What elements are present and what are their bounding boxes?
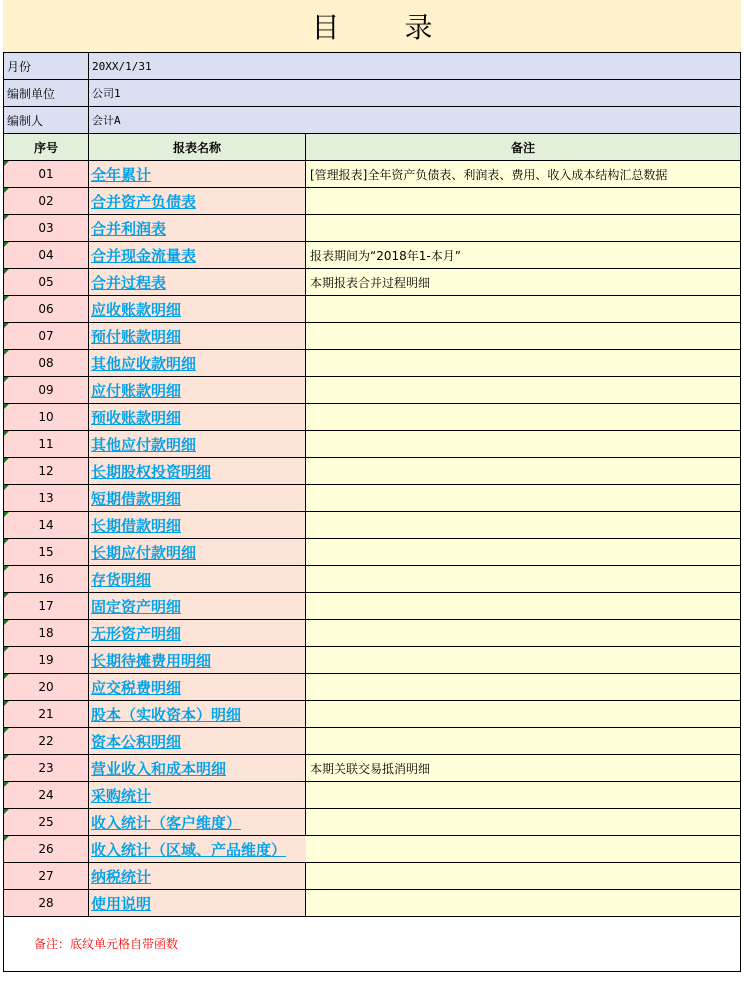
header-seq: 序号 bbox=[4, 134, 89, 160]
table-row bbox=[3, 836, 741, 863]
row-name-cell bbox=[89, 647, 306, 673]
report-link[interactable]: 合并现金流量表 bbox=[91, 246, 197, 265]
row-seq bbox=[4, 647, 89, 673]
row-name-cell bbox=[89, 215, 306, 241]
row-seq bbox=[4, 161, 89, 187]
row-seq bbox=[4, 296, 89, 322]
seq-text: 09 bbox=[38, 383, 54, 397]
row-name-cell bbox=[89, 458, 306, 484]
seq-text: 15 bbox=[38, 545, 54, 559]
table-row bbox=[3, 242, 741, 269]
formula-marker-icon bbox=[4, 269, 9, 274]
row-seq bbox=[4, 377, 89, 403]
report-link[interactable]: 合并资产负债表 bbox=[91, 192, 197, 211]
seq-text: 26 bbox=[38, 842, 54, 856]
formula-marker-icon bbox=[4, 377, 9, 382]
seq-text: 25 bbox=[38, 815, 54, 829]
table-row bbox=[3, 161, 741, 188]
formula-marker-icon bbox=[4, 188, 9, 193]
report-link[interactable]: 预收账款明细 bbox=[91, 408, 182, 427]
table-row bbox=[3, 890, 741, 917]
row-name-cell bbox=[89, 566, 306, 592]
formula-marker-icon bbox=[4, 539, 9, 544]
report-link[interactable]: 应交税费明细 bbox=[91, 678, 182, 697]
row-name-cell bbox=[89, 323, 306, 349]
seq-text: 27 bbox=[38, 869, 54, 883]
page-title: 目 录 bbox=[3, 0, 741, 53]
row-seq bbox=[4, 674, 89, 700]
row-note: 本期报表合并过程明细 bbox=[306, 269, 740, 295]
row-seq bbox=[4, 323, 89, 349]
report-link[interactable]: 固定资产明细 bbox=[91, 597, 182, 616]
row-note bbox=[306, 620, 740, 646]
info-row bbox=[3, 80, 741, 107]
row-seq bbox=[4, 566, 89, 592]
formula-marker-icon bbox=[4, 701, 9, 706]
seq-text: 11 bbox=[38, 437, 54, 451]
row-note bbox=[306, 647, 740, 673]
row-name-cell bbox=[89, 269, 306, 295]
row-note bbox=[306, 782, 740, 808]
row-name-cell bbox=[89, 431, 306, 457]
info-value[interactable]: 20XX/1/31 bbox=[92, 59, 152, 73]
info-row bbox=[3, 53, 741, 80]
table-row bbox=[3, 863, 741, 890]
row-name-cell bbox=[89, 836, 306, 862]
row-note bbox=[306, 350, 740, 376]
formula-marker-icon bbox=[4, 512, 9, 517]
seq-text: 17 bbox=[38, 599, 54, 613]
report-link[interactable]: 使用说明 bbox=[91, 894, 152, 913]
formula-marker-icon bbox=[4, 782, 9, 787]
row-note: 本期关联交易抵消明细 bbox=[306, 755, 740, 781]
info-value[interactable]: 会计A bbox=[92, 114, 121, 127]
row-seq bbox=[4, 485, 89, 511]
seq-text: 18 bbox=[38, 626, 54, 640]
seq-text: 05 bbox=[38, 275, 54, 289]
row-name-cell bbox=[89, 377, 306, 403]
catalog-sheet bbox=[3, 0, 741, 972]
row-note bbox=[306, 377, 740, 403]
seq-text: 19 bbox=[38, 653, 54, 667]
row-seq bbox=[4, 188, 89, 214]
row-note bbox=[306, 836, 740, 862]
row-seq bbox=[4, 512, 89, 538]
table-row bbox=[3, 755, 741, 782]
seq-text: 10 bbox=[38, 410, 54, 424]
header-note: 备注 bbox=[510, 140, 535, 155]
seq-text: 13 bbox=[38, 491, 54, 505]
row-seq bbox=[4, 890, 89, 916]
row-note bbox=[306, 701, 740, 727]
seq-text: 14 bbox=[38, 518, 54, 532]
seq-text: 07 bbox=[38, 329, 54, 343]
row-name-cell bbox=[89, 350, 306, 376]
formula-marker-icon bbox=[4, 836, 9, 841]
row-name-cell bbox=[89, 890, 306, 916]
row-name-cell bbox=[89, 188, 306, 214]
info-label: 月份 bbox=[4, 53, 89, 79]
row-note bbox=[306, 512, 740, 538]
row-note bbox=[306, 431, 740, 457]
seq-text: 28 bbox=[38, 896, 54, 910]
report-link[interactable]: 其他应付款明细 bbox=[91, 435, 197, 454]
table-row bbox=[3, 404, 741, 431]
report-link[interactable]: 合并利润表 bbox=[91, 219, 167, 238]
row-note bbox=[306, 296, 740, 322]
row-note bbox=[306, 458, 740, 484]
row-seq bbox=[4, 782, 89, 808]
row-seq bbox=[4, 539, 89, 565]
row-note bbox=[306, 404, 740, 430]
formula-marker-icon bbox=[4, 161, 9, 166]
footer-note: 备注：底纹单元格自带函数 bbox=[3, 917, 741, 972]
report-link[interactable]: 长期应付款明细 bbox=[91, 543, 197, 562]
report-link[interactable]: 长期待摊费用明细 bbox=[91, 651, 212, 670]
table-row bbox=[3, 593, 741, 620]
row-note bbox=[306, 566, 740, 592]
seq-text: 03 bbox=[38, 221, 54, 235]
report-link[interactable]: 存货明细 bbox=[91, 570, 152, 589]
row-note bbox=[306, 485, 740, 511]
row-name-cell bbox=[89, 701, 306, 727]
formula-marker-icon bbox=[4, 566, 9, 571]
report-link[interactable]: 营业收入和成本明细 bbox=[91, 759, 227, 778]
row-name-cell bbox=[89, 674, 306, 700]
row-note bbox=[306, 215, 740, 241]
table-row bbox=[3, 809, 741, 836]
row-name-cell bbox=[89, 782, 306, 808]
seq-text: 22 bbox=[38, 734, 54, 748]
row-name-cell bbox=[89, 728, 306, 754]
seq-text: 08 bbox=[38, 356, 54, 370]
seq-text: 12 bbox=[38, 464, 54, 478]
row-name-cell bbox=[89, 593, 306, 619]
row-name-cell bbox=[89, 485, 306, 511]
report-link[interactable]: 采购统计 bbox=[91, 786, 152, 805]
report-link[interactable]: 合并过程表 bbox=[91, 273, 167, 292]
formula-marker-icon bbox=[4, 350, 9, 355]
table-row bbox=[3, 620, 741, 647]
seq-text: 02 bbox=[38, 194, 54, 208]
row-seq bbox=[4, 755, 89, 781]
seq-text: 16 bbox=[38, 572, 54, 586]
row-seq bbox=[4, 809, 89, 835]
info-label: 编制单位 bbox=[4, 80, 89, 106]
formula-marker-icon bbox=[4, 242, 9, 247]
row-seq bbox=[4, 269, 89, 295]
report-link[interactable]: 应收账款明细 bbox=[91, 300, 182, 319]
table-row bbox=[3, 350, 741, 377]
row-name-cell bbox=[89, 161, 306, 187]
row-name-cell bbox=[89, 863, 306, 889]
row-name-cell bbox=[89, 539, 306, 565]
table-row bbox=[3, 269, 741, 296]
row-name-cell bbox=[89, 755, 306, 781]
row-seq bbox=[4, 431, 89, 457]
seq-text: 01 bbox=[38, 167, 54, 181]
header-name: 报表名称 bbox=[89, 134, 306, 160]
seq-text: 04 bbox=[38, 248, 54, 262]
report-link[interactable]: 收入统计（区域、产品维度） bbox=[91, 840, 287, 859]
row-seq bbox=[4, 863, 89, 889]
row-seq bbox=[4, 350, 89, 376]
formula-marker-icon bbox=[4, 755, 9, 760]
table-row bbox=[3, 458, 741, 485]
row-note bbox=[306, 863, 740, 889]
row-note bbox=[306, 593, 740, 619]
table-row bbox=[3, 728, 741, 755]
table-row bbox=[3, 701, 741, 728]
report-link[interactable]: 长期股权投资明细 bbox=[91, 462, 212, 481]
seq-text: 20 bbox=[38, 680, 54, 694]
row-note bbox=[306, 188, 740, 214]
row-note bbox=[306, 539, 740, 565]
report-link[interactable]: 应付账款明细 bbox=[91, 381, 182, 400]
report-link[interactable]: 全年累计 bbox=[91, 165, 152, 184]
row-seq bbox=[4, 404, 89, 430]
row-seq bbox=[4, 215, 89, 241]
formula-marker-icon bbox=[4, 215, 9, 220]
row-name-cell bbox=[89, 242, 306, 268]
report-link[interactable]: 其他应收款明细 bbox=[91, 354, 197, 373]
table-row bbox=[3, 377, 741, 404]
table-row bbox=[3, 431, 741, 458]
formula-marker-icon bbox=[4, 674, 9, 679]
row-seq bbox=[4, 701, 89, 727]
row-note: [管理报表]全年资产负债表、利润表、费用、收入成本结构汇总数据 bbox=[306, 161, 740, 187]
row-seq bbox=[4, 458, 89, 484]
table-row bbox=[3, 782, 741, 809]
row-note bbox=[306, 890, 740, 916]
row-note: 报表期间为“2018年1-本月” bbox=[306, 242, 740, 268]
table-row bbox=[3, 539, 741, 566]
formula-marker-icon bbox=[4, 647, 9, 652]
report-link[interactable]: 无形资产明细 bbox=[91, 624, 182, 643]
formula-marker-icon bbox=[4, 296, 9, 301]
report-link[interactable]: 股本（实收资本）明细 bbox=[91, 705, 242, 724]
report-link[interactable]: 纳税统计 bbox=[91, 867, 152, 886]
seq-text: 21 bbox=[38, 707, 54, 721]
table-row bbox=[3, 674, 741, 701]
row-seq bbox=[4, 620, 89, 646]
row-seq bbox=[4, 728, 89, 754]
info-value[interactable]: 公司1 bbox=[92, 87, 121, 100]
table-row bbox=[3, 188, 741, 215]
formula-marker-icon bbox=[4, 593, 9, 598]
formula-marker-icon bbox=[4, 485, 9, 490]
row-name-cell bbox=[89, 296, 306, 322]
formula-marker-icon bbox=[4, 458, 9, 463]
report-link[interactable]: 收入统计（客户维度） bbox=[91, 813, 242, 832]
info-label: 编制人 bbox=[4, 107, 89, 133]
row-seq bbox=[4, 836, 89, 862]
table-row bbox=[3, 296, 741, 323]
table-row bbox=[3, 215, 741, 242]
seq-text: 24 bbox=[38, 788, 54, 802]
row-note bbox=[306, 323, 740, 349]
row-note bbox=[306, 809, 740, 835]
formula-marker-icon bbox=[4, 404, 9, 409]
table-row bbox=[3, 485, 741, 512]
seq-text: 06 bbox=[38, 302, 54, 316]
seq-text: 23 bbox=[38, 761, 54, 775]
report-link[interactable]: 资本公积明细 bbox=[91, 732, 182, 751]
row-seq bbox=[4, 242, 89, 268]
formula-marker-icon bbox=[4, 323, 9, 328]
formula-marker-icon bbox=[4, 620, 9, 625]
table-row bbox=[3, 512, 741, 539]
formula-marker-icon bbox=[4, 728, 9, 733]
row-seq bbox=[4, 593, 89, 619]
report-link[interactable]: 预付账款明细 bbox=[91, 327, 182, 346]
table-row bbox=[3, 566, 741, 593]
row-note bbox=[306, 674, 740, 700]
row-name-cell bbox=[89, 404, 306, 430]
table-row bbox=[3, 647, 741, 674]
row-name-cell bbox=[89, 620, 306, 646]
formula-marker-icon bbox=[4, 809, 9, 814]
report-link[interactable]: 短期借款明细 bbox=[91, 489, 182, 508]
row-name-cell bbox=[89, 809, 306, 835]
table-row bbox=[3, 323, 741, 350]
report-link[interactable]: 长期借款明细 bbox=[91, 516, 182, 535]
formula-marker-icon bbox=[4, 431, 9, 436]
info-row bbox=[3, 107, 741, 134]
row-note bbox=[306, 728, 740, 754]
row-name-cell bbox=[89, 512, 306, 538]
table-header bbox=[3, 134, 741, 161]
